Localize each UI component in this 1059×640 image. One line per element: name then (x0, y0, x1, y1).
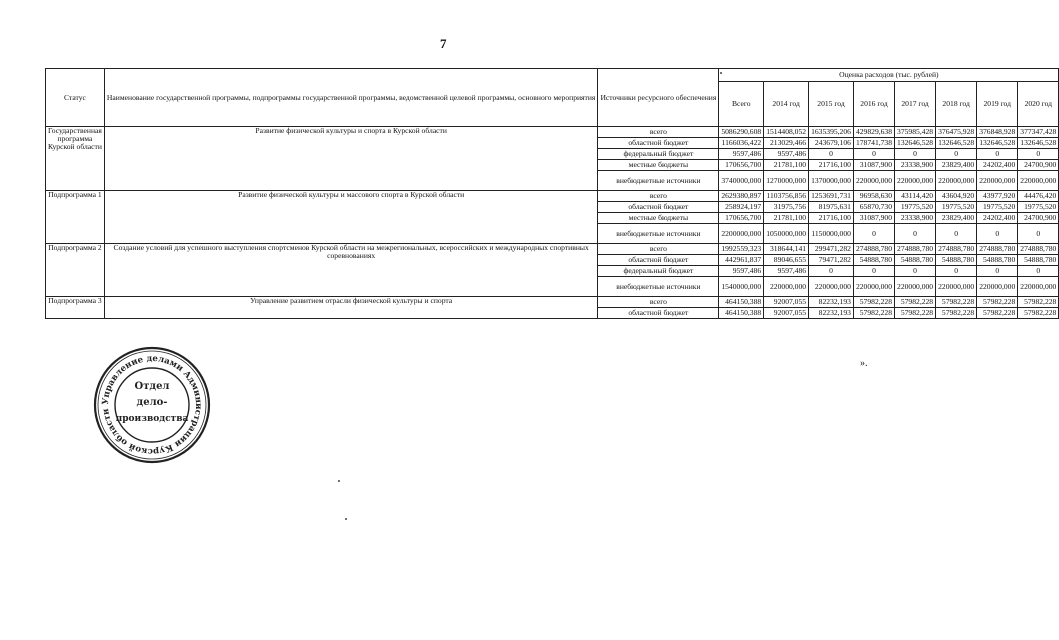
value-cell: 57982,228 (977, 297, 1018, 308)
budget-table (45, 68, 1059, 319)
value-cell: 318644,141 (764, 244, 809, 255)
value-cell: 43604,920 (936, 191, 977, 202)
value-cell: 1540000,000 (719, 277, 764, 297)
value-cell: 178741,738 (853, 138, 894, 149)
table-row (46, 127, 1059, 138)
value-cell: 274888,780 (1018, 244, 1059, 255)
value-cell: 0 (936, 266, 977, 277)
value-cell: 54888,780 (895, 255, 936, 266)
source-cell: всего (598, 191, 719, 202)
source-cell: всего (598, 127, 719, 138)
value-cell: 23829,400 (936, 213, 977, 224)
value-cell: 21716,100 (809, 160, 854, 171)
header-estimate: Оценка расходов (тыс. рублей) (719, 69, 1059, 82)
value-cell: 57982,228 (853, 308, 894, 319)
value-cell: 429829,638 (853, 127, 894, 138)
value-cell: 0 (895, 149, 936, 160)
value-cell: 0 (809, 149, 854, 160)
svg-text:дело-: дело- (136, 397, 168, 408)
value-cell: 9597,486 (719, 149, 764, 160)
value-cell: 57982,228 (853, 297, 894, 308)
value-cell: 3740000,000 (719, 171, 764, 191)
value-cell: 0 (977, 149, 1018, 160)
source-cell: внебюджетные источники (598, 277, 719, 297)
page-number: 7 (440, 36, 447, 51)
value-cell: 170656,700 (719, 160, 764, 171)
value-cell: 19775,520 (1018, 202, 1059, 213)
table-row (46, 244, 1059, 255)
value-cell: 258924,197 (719, 202, 764, 213)
value-cell: 79471,282 (809, 255, 854, 266)
source-cell: внебюджетные источники (598, 224, 719, 244)
value-cell: 19775,520 (977, 202, 1018, 213)
header-year-2015: 2015 год (809, 82, 854, 127)
value-cell: 57982,228 (936, 308, 977, 319)
program-name-cell: Развитие физической культуры и спорта в Курской области (104, 127, 598, 191)
value-cell: 464150,388 (719, 297, 764, 308)
source-cell: всего (598, 244, 719, 255)
header-year-2020: 2020 год (1018, 82, 1059, 127)
value-cell: 24700,900 (1018, 213, 1059, 224)
source-cell: всего (598, 297, 719, 308)
value-cell: 9597,486 (764, 149, 809, 160)
value-cell: 2200000,000 (719, 224, 764, 244)
table-body (46, 127, 1059, 319)
value-cell: 1270000,000 (764, 171, 809, 191)
status-cell: Подпрограмма 3 (46, 297, 105, 319)
value-cell: 132646,528 (936, 138, 977, 149)
value-cell: 54888,780 (1018, 255, 1059, 266)
header-status: Статус (46, 69, 105, 127)
value-cell: 43114,420 (895, 191, 936, 202)
value-cell: 92007,055 (764, 308, 809, 319)
value-cell: 0 (936, 224, 977, 244)
value-cell: 0 (895, 266, 936, 277)
status-cell: Подпрограмма 2 (46, 244, 105, 297)
value-cell: 220000,000 (936, 277, 977, 297)
value-cell: 0 (809, 266, 854, 277)
value-cell: 23829,400 (936, 160, 977, 171)
source-cell: местные бюджеты (598, 213, 719, 224)
value-cell: 57982,228 (1018, 297, 1059, 308)
header-sources: Источники ресурсного обеспечения (598, 69, 719, 127)
value-cell: 220000,000 (895, 171, 936, 191)
value-cell: 1166036,422 (719, 138, 764, 149)
value-cell: 1050000,000 (764, 224, 809, 244)
value-cell: 57982,228 (895, 308, 936, 319)
source-cell: областной бюджет (598, 138, 719, 149)
value-cell: 0 (853, 224, 894, 244)
value-cell: 220000,000 (1018, 277, 1059, 297)
scan-speck (720, 72, 722, 74)
value-cell: 132646,528 (977, 138, 1018, 149)
value-cell: 44476,420 (1018, 191, 1059, 202)
header-year-2018: 2018 год (936, 82, 977, 127)
header-year-total: Всего (719, 82, 764, 127)
value-cell: 82232,193 (809, 308, 854, 319)
program-name-cell: Развитие физической культуры и массового спорта в Курской области (104, 191, 598, 244)
value-cell: 442961,837 (719, 255, 764, 266)
value-cell: 0 (1018, 266, 1059, 277)
official-stamp (92, 345, 212, 465)
value-cell: 81975,631 (809, 202, 854, 213)
value-cell: 220000,000 (853, 277, 894, 297)
value-cell: 65870,730 (853, 202, 894, 213)
source-cell: внебюджетные источники (598, 171, 719, 191)
value-cell: 54888,780 (936, 255, 977, 266)
value-cell: 19775,520 (936, 202, 977, 213)
header-year-2017: 2017 год (895, 82, 936, 127)
header-year-2016: 2016 год (853, 82, 894, 127)
value-cell: 274888,780 (936, 244, 977, 255)
value-cell: 89046,655 (764, 255, 809, 266)
value-cell: 220000,000 (895, 277, 936, 297)
svg-text:производства: производства (115, 414, 189, 424)
value-cell: 220000,000 (977, 171, 1018, 191)
closing-quote-mark: ». (860, 358, 868, 369)
value-cell: 274888,780 (895, 244, 936, 255)
value-cell: 31087,900 (853, 213, 894, 224)
value-cell: 23338,900 (895, 160, 936, 171)
value-cell: 0 (936, 149, 977, 160)
source-cell: местные бюджеты (598, 160, 719, 171)
program-name-cell: Создание условий для успешного выступления спортсменов Курской области на межрегиональных, всероссийских и международных спортивных соревнованиях (104, 244, 598, 297)
value-cell: 377347,428 (1018, 127, 1059, 138)
value-cell: 21781,100 (764, 160, 809, 171)
value-cell: 243679,106 (809, 138, 854, 149)
table-row (46, 191, 1059, 202)
value-cell: 57982,228 (936, 297, 977, 308)
source-cell: областной бюджет (598, 202, 719, 213)
program-name-cell: Управление развитием отрасли физической культуры и спорта (104, 297, 598, 319)
value-cell: 1992559,323 (719, 244, 764, 255)
value-cell: 57982,228 (977, 308, 1018, 319)
value-cell: 21781,100 (764, 213, 809, 224)
table-row (46, 297, 1059, 308)
value-cell: 0 (1018, 149, 1059, 160)
header-program-name: Наименование государственной программы, подпрограммы государственной программы, ведомственной целевой программы, основного мероприятия (104, 69, 598, 127)
value-cell: 31087,900 (853, 160, 894, 171)
value-cell: 220000,000 (977, 277, 1018, 297)
status-cell: Государственная программа Курской области (46, 127, 105, 191)
value-cell: 170656,700 (719, 213, 764, 224)
value-cell: 57982,228 (895, 297, 936, 308)
value-cell: 54888,780 (853, 255, 894, 266)
value-cell: 1253691,731 (809, 191, 854, 202)
value-cell: 1370000,000 (809, 171, 854, 191)
source-cell: федеральный бюджет (598, 266, 719, 277)
value-cell: 132646,528 (1018, 138, 1059, 149)
value-cell: 220000,000 (1018, 171, 1059, 191)
value-cell: 43977,920 (977, 191, 1018, 202)
value-cell: 21716,100 (809, 213, 854, 224)
value-cell: 24700,900 (1018, 160, 1059, 171)
value-cell: 274888,780 (977, 244, 1018, 255)
value-cell: 220000,000 (764, 277, 809, 297)
value-cell: 274888,780 (853, 244, 894, 255)
stamp-graphic (92, 345, 212, 465)
value-cell: 375985,428 (895, 127, 936, 138)
value-cell: 82232,193 (809, 297, 854, 308)
value-cell: 376475,928 (936, 127, 977, 138)
value-cell: 132646,528 (895, 138, 936, 149)
value-cell: 0 (1018, 224, 1059, 244)
value-cell: 220000,000 (809, 277, 854, 297)
header-year-2019: 2019 год (977, 82, 1018, 127)
value-cell: 9597,486 (764, 266, 809, 277)
value-cell: 23338,900 (895, 213, 936, 224)
scan-speck (345, 518, 347, 520)
svg-text:Отдел: Отдел (134, 381, 170, 392)
source-cell: федеральный бюджет (598, 149, 719, 160)
value-cell: 1635395,206 (809, 127, 854, 138)
source-cell: областной бюджет (598, 255, 719, 266)
scan-speck (338, 480, 340, 482)
value-cell: 220000,000 (936, 171, 977, 191)
status-cell: Подпрограмма 1 (46, 191, 105, 244)
value-cell: 220000,000 (853, 171, 894, 191)
value-cell: 464150,388 (719, 308, 764, 319)
value-cell: 5086290,608 (719, 127, 764, 138)
value-cell: 1103756,856 (764, 191, 809, 202)
value-cell: 299471,282 (809, 244, 854, 255)
svg-text:Управление делами Администраци: Управление делами Администрации Курской области (100, 353, 204, 457)
header-year-2014: 2014 год (764, 82, 809, 127)
value-cell: 0 (895, 224, 936, 244)
value-cell: 0 (853, 149, 894, 160)
value-cell: 96958,630 (853, 191, 894, 202)
value-cell: 24202,400 (977, 213, 1018, 224)
value-cell: 31975,756 (764, 202, 809, 213)
value-cell: 92007,055 (764, 297, 809, 308)
value-cell: 9597,486 (719, 266, 764, 277)
source-cell: областной бюджет (598, 308, 719, 319)
value-cell: 19775,520 (895, 202, 936, 213)
value-cell: 54888,780 (977, 255, 1018, 266)
value-cell: 0 (977, 224, 1018, 244)
value-cell: 2629380,897 (719, 191, 764, 202)
value-cell: 1514408,052 (764, 127, 809, 138)
value-cell: 57982,228 (1018, 308, 1059, 319)
value-cell: 1150000,000 (809, 224, 854, 244)
value-cell: 0 (977, 266, 1018, 277)
value-cell: 0 (853, 266, 894, 277)
value-cell: 24202,400 (977, 160, 1018, 171)
value-cell: 376848,928 (977, 127, 1018, 138)
value-cell: 213029,466 (764, 138, 809, 149)
